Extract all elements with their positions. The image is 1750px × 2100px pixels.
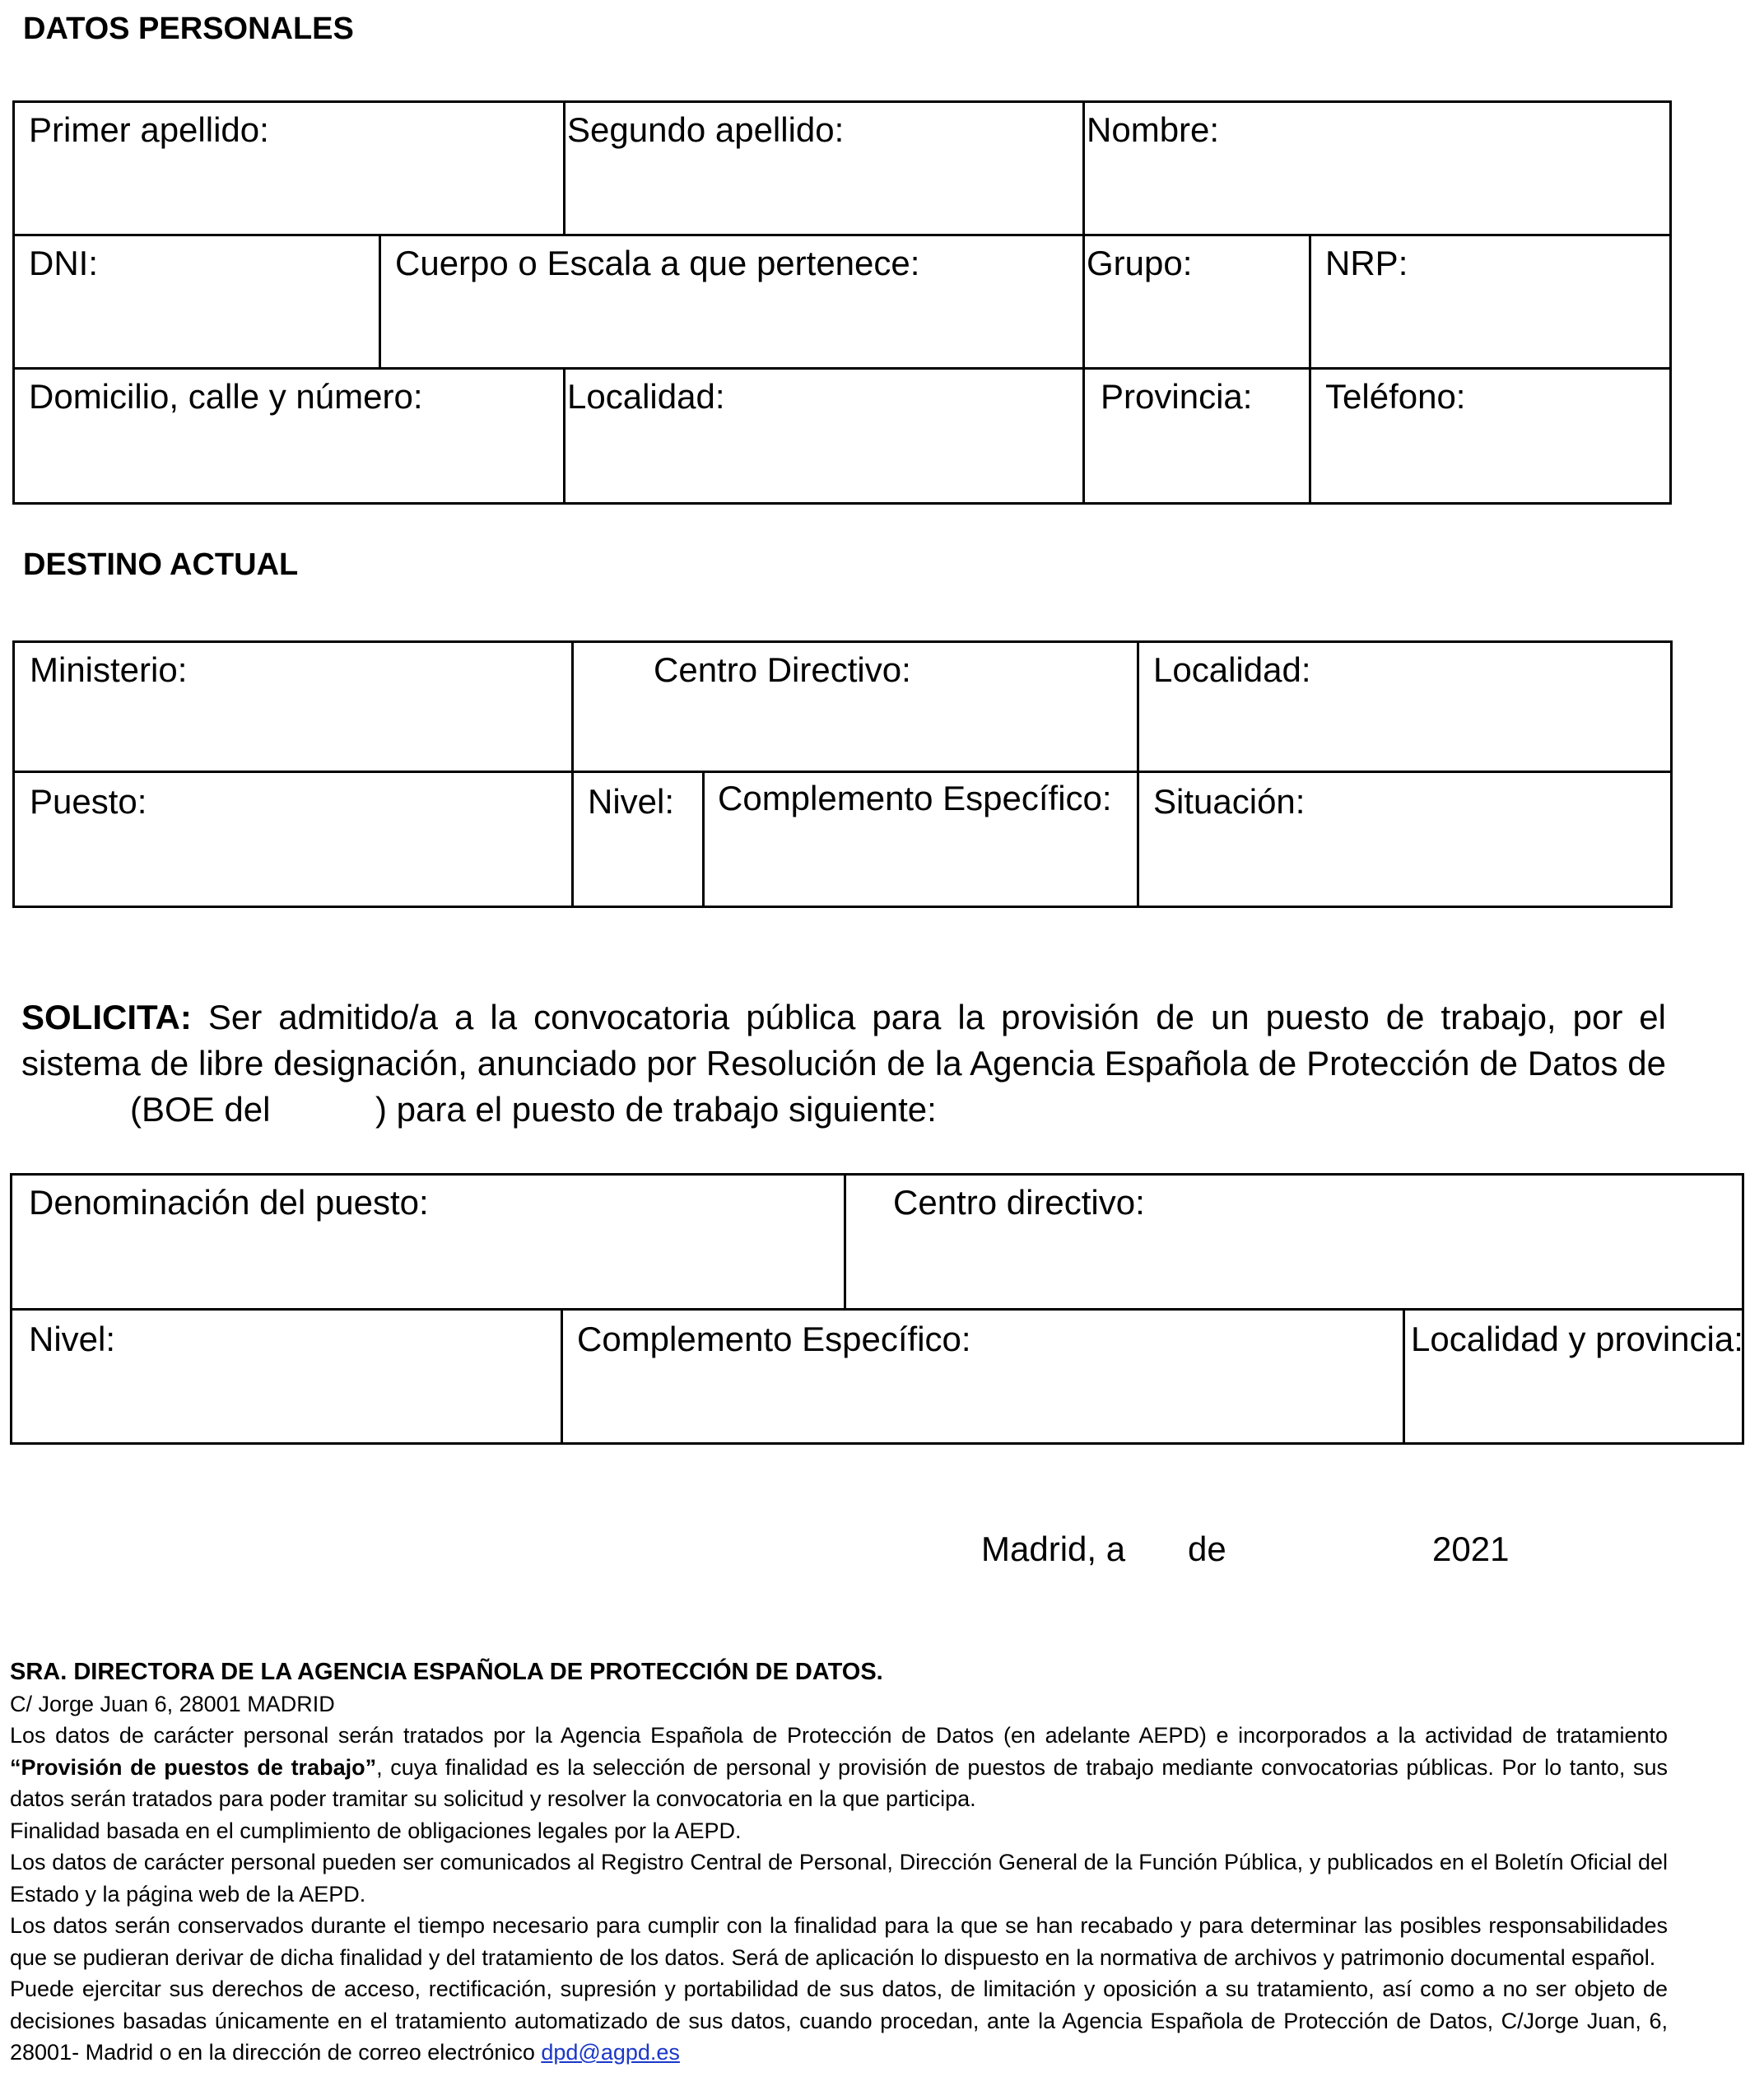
nrp-field[interactable]: [1310, 235, 1671, 369]
domicilio-label: Domicilio, calle y número:: [29, 377, 423, 416]
localidad-provincia-label: Localidad y provincia:: [1411, 1320, 1743, 1358]
cuerpo-escala-label: Cuerpo o Escala a que pertenece:: [395, 244, 920, 282]
boe-text: (BOE del: [130, 1090, 271, 1129]
puesto-solicitado-table: [10, 1173, 1744, 1445]
localidad-field[interactable]: [565, 369, 1084, 504]
nivel-actual-field[interactable]: [573, 772, 704, 907]
complemento-actual-label: Complemento Específico:: [718, 779, 1112, 817]
ministerio-field[interactable]: [14, 642, 573, 772]
solicita-label: SOLICITA:: [21, 998, 192, 1036]
nombre-field[interactable]: [1084, 102, 1671, 235]
privacy-paragraph-2: Finalidad basada en el cumplimiento de obligaciones legales por la AEPD.: [10, 1818, 742, 1843]
grupo-label: Grupo:: [1087, 244, 1193, 282]
situacion-label: Situación:: [1153, 782, 1306, 821]
provincia-label: Provincia:: [1101, 377, 1253, 416]
dpd-email-link[interactable]: dpd@agpd.es: [541, 2040, 680, 2065]
privacy-paragraph-4: Los datos serán conservados durante el tiempo necesario para cumplir con la finalidad para la que se han recabado y para determinar las posibles responsabilidades que se pudieran derivar de dicha finalidad y del tratamiento de los datos. Será de aplicación lo dispuesto en la normativa de archivos y patrimonio documental español.: [10, 1913, 1668, 1970]
date-year: 2021: [1432, 1530, 1510, 1568]
privacy-p5-text: Puede ejercitar sus derechos de acceso, rectificación, supresión y portabilidad de sus datos, de limitación y oposición a su tratamiento, así como a no ser objeto de decisiones basadas únicamente en el tratamiento automatizado de sus datos, cuando procedan, ante la Agencia Española de Protección de Datos, C/Jorge Juan, 6, 28001- Madrid o en la dirección de correo electrónico: [10, 1977, 1668, 2065]
privacy-p1-activity: “Provisión de puestos de trabajo”: [10, 1754, 377, 1780]
personal-data-table: [12, 100, 1672, 505]
complemento-field[interactable]: [562, 1310, 1404, 1444]
addressee: SRA. DIRECTORA DE LA AGENCIA ESPAÑOLA DE PROTECCIÓN DE DATOS.: [10, 1659, 883, 1685]
nivel-field[interactable]: [12, 1310, 562, 1444]
destino-actual-table: [12, 640, 1673, 908]
primer-apellido-field[interactable]: [14, 102, 565, 235]
complemento-actual-field[interactable]: [704, 772, 1138, 907]
localidad-actual-field[interactable]: [1138, 642, 1672, 772]
dni-field[interactable]: [14, 235, 380, 369]
grupo-field[interactable]: [1084, 235, 1310, 369]
section-title-datos-personales: DATOS PERSONALES: [23, 12, 354, 46]
centro-directivo-actual-field[interactable]: [573, 642, 1138, 772]
section-title-destino-actual: DESTINO ACTUAL: [23, 547, 299, 582]
denominacion-label: Denominación del puesto:: [29, 1183, 429, 1222]
date-de: de: [1188, 1530, 1226, 1568]
centro-directivo-actual-label: Centro Directivo:: [654, 650, 911, 689]
segundo-apellido-label: Segundo apellido:: [567, 110, 845, 149]
centro-directivo-label: Centro directivo:: [893, 1183, 1145, 1222]
puesto-label: Puesto:: [30, 782, 147, 821]
telefono-label: Teléfono:: [1325, 377, 1466, 416]
legal-footer: [10, 1656, 1668, 2069]
dni-label: DNI:: [29, 244, 98, 282]
telefono-field[interactable]: [1310, 369, 1671, 504]
nivel-actual-label: Nivel:: [588, 782, 675, 821]
privacy-p1-start: Los datos de carácter personal serán tratados por la Agencia Española de Protección de Datos (en adelante AEPD) e incorporados a la actividad de tratamiento: [10, 1723, 1668, 1748]
address: C/ Jorge Juan 6, 28001 MADRID: [10, 1691, 335, 1716]
primer-apellido-label: Primer apellido:: [29, 110, 269, 149]
solicita-paragraph: [21, 994, 1666, 1134]
localidad-label: Localidad:: [567, 377, 725, 416]
privacy-paragraph-1: [10, 1720, 1668, 1815]
provincia-field[interactable]: [1084, 369, 1310, 504]
complemento-label: Complemento Específico:: [577, 1320, 971, 1358]
privacy-paragraph-3: Los datos de carácter personal pueden ser comunicados al Registro Central de Personal, Dirección General de la Función Pública, y publicados en el Boletín Oficial del Estado y la página web de la AEPD.: [10, 1850, 1668, 1907]
centro-directivo-field[interactable]: [845, 1175, 1743, 1310]
situacion-field[interactable]: [1138, 772, 1672, 907]
localidad-actual-label: Localidad:: [1153, 650, 1311, 689]
denominacion-field[interactable]: [12, 1175, 845, 1310]
date-city: Madrid, a: [981, 1530, 1126, 1568]
nivel-label: Nivel:: [29, 1320, 116, 1358]
nrp-label: NRP:: [1325, 244, 1408, 282]
domicilio-field[interactable]: [14, 369, 565, 504]
segundo-apellido-field[interactable]: [565, 102, 1084, 235]
privacy-p1-end: , cuya finalidad es la selección de personal y provisión de puestos de trabajo mediante convocatorias públicas. Por lo tanto, sus datos serán tratados para poder tramitar su solicitud y resolver la convocatoria en la que participa.: [10, 1754, 1668, 1811]
nombre-label: Nombre:: [1087, 110, 1220, 149]
solicita-text: Ser admitido/a a la convocatoria pública para la provisión de un puesto de trabajo, por el sistema de libre designación, anunciado por Resolución de la Agencia Española de Protección de Datos de: [21, 998, 1666, 1083]
privacy-paragraph-5: [10, 1973, 1668, 2069]
cuerpo-escala-field[interactable]: [380, 235, 1084, 369]
localidad-provincia-field[interactable]: [1404, 1310, 1743, 1444]
ministerio-label: Ministerio:: [30, 650, 188, 689]
puesto-field[interactable]: [14, 772, 573, 907]
solicita-tail-text: ) para el puesto de trabajo siguiente:: [375, 1090, 937, 1129]
